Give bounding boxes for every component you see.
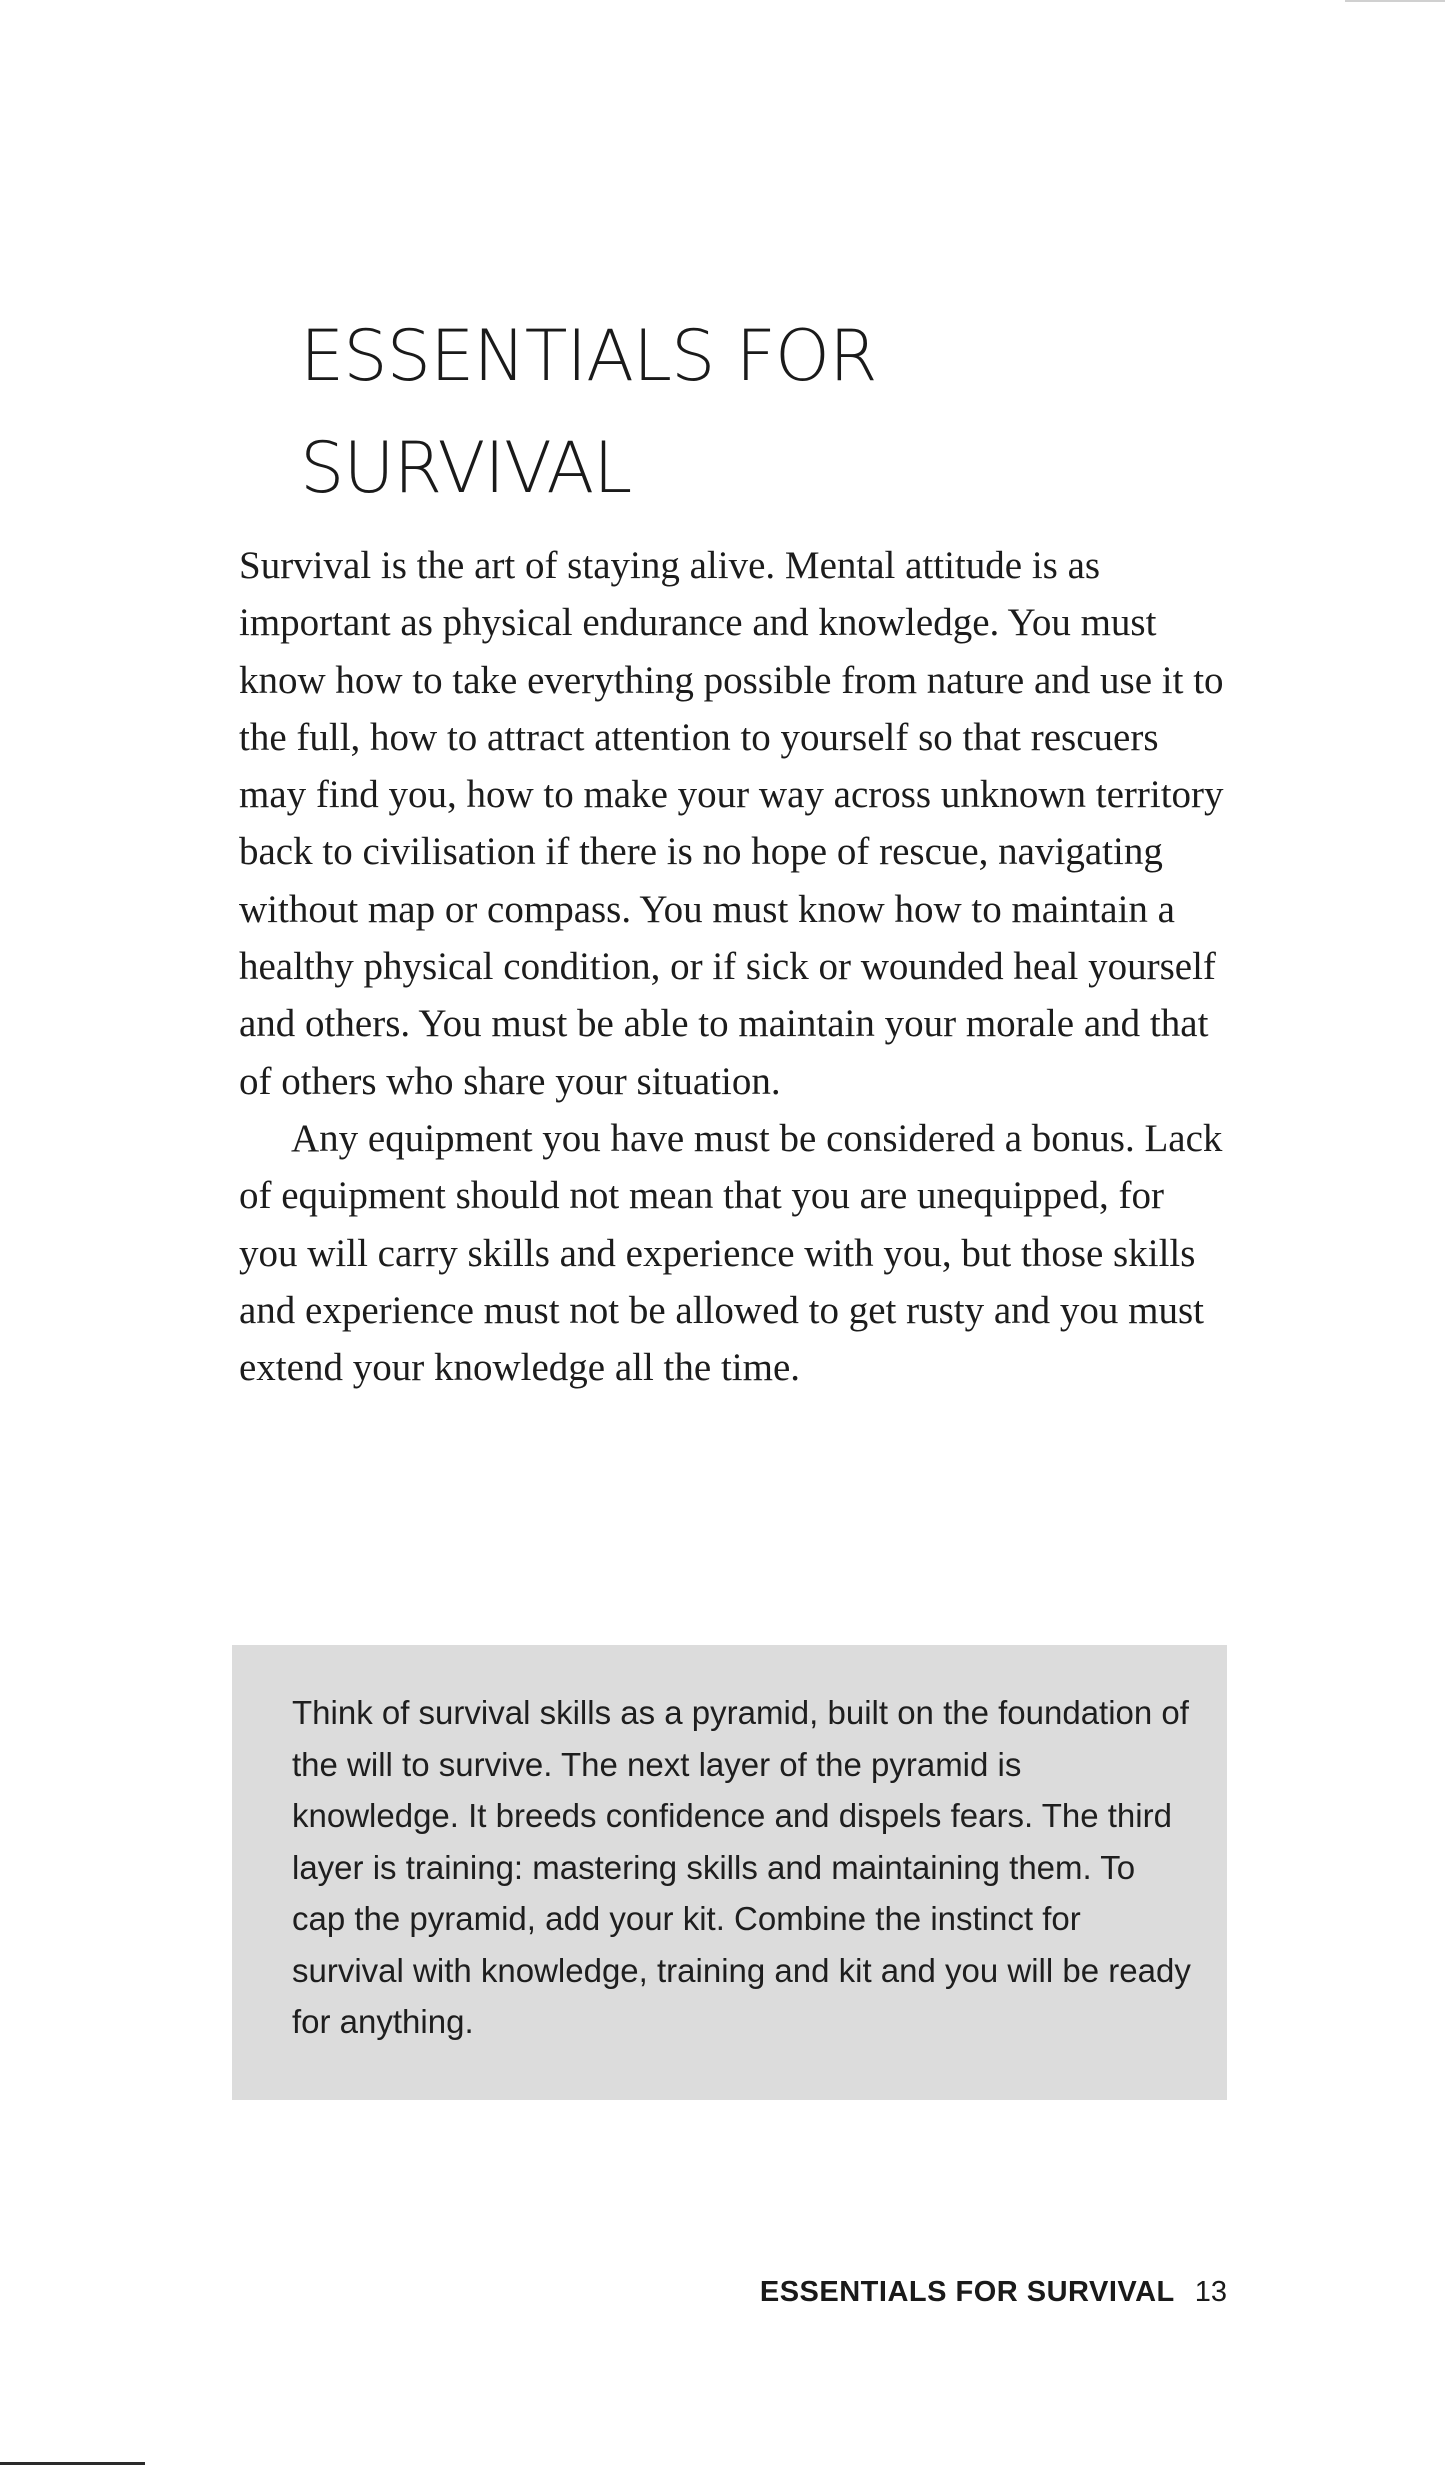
scan-edge-top xyxy=(1345,0,1445,2)
tip-box xyxy=(232,1645,1227,2100)
chapter-title-line-2: SURVIVAL xyxy=(300,427,632,509)
tip-box-text: Think of survival skills as a pyramid, built on the foundation of the will to survive. The next layer of the pyramid is knowledge. It breeds confidence and dispels fears. The third layer is training: mastering skills and maintaining them. To cap the pyramid, add your kit. Combine the instinct for survival with knowledge, training and kit and you will be ready for anything. xyxy=(292,1694,1191,2040)
body-paragraph-1: Survival is the art of staying alive. Mental attitude is as important as physical endurance and knowledge. You must know how to take everything possible from nature and use it to the full, how to attract attention to yourself so that rescuers may find you, how to make your way across unknown territory back to civilisation if there is no hope of rescue, navigating without map or compass. You must know how to maintain a healthy physical condition, or if sick or wounded heal yourself and others. You must be able to maintain your morale and that of others who share your situation. xyxy=(239,544,1224,1103)
chapter-title-line-1: ESSENTIALS FOR xyxy=(300,315,877,397)
chapter-title xyxy=(300,300,1200,524)
page-footer xyxy=(760,2272,1227,2312)
body-paragraph-2: Any equipment you have must be considered a bonus. Lack of equipment should not mean that you are unequipped, for you will carry skills and experience with you, but those skills and experience must not be allowed to get rusty and you must extend your knowledge all the time. xyxy=(239,1116,1223,1390)
body-text xyxy=(239,537,1229,1396)
running-head: ESSENTIALS FOR SURVIVAL xyxy=(759,2276,1175,2308)
scan-edge-bottom xyxy=(0,2462,145,2465)
page-number: 13 xyxy=(1194,2276,1227,2308)
